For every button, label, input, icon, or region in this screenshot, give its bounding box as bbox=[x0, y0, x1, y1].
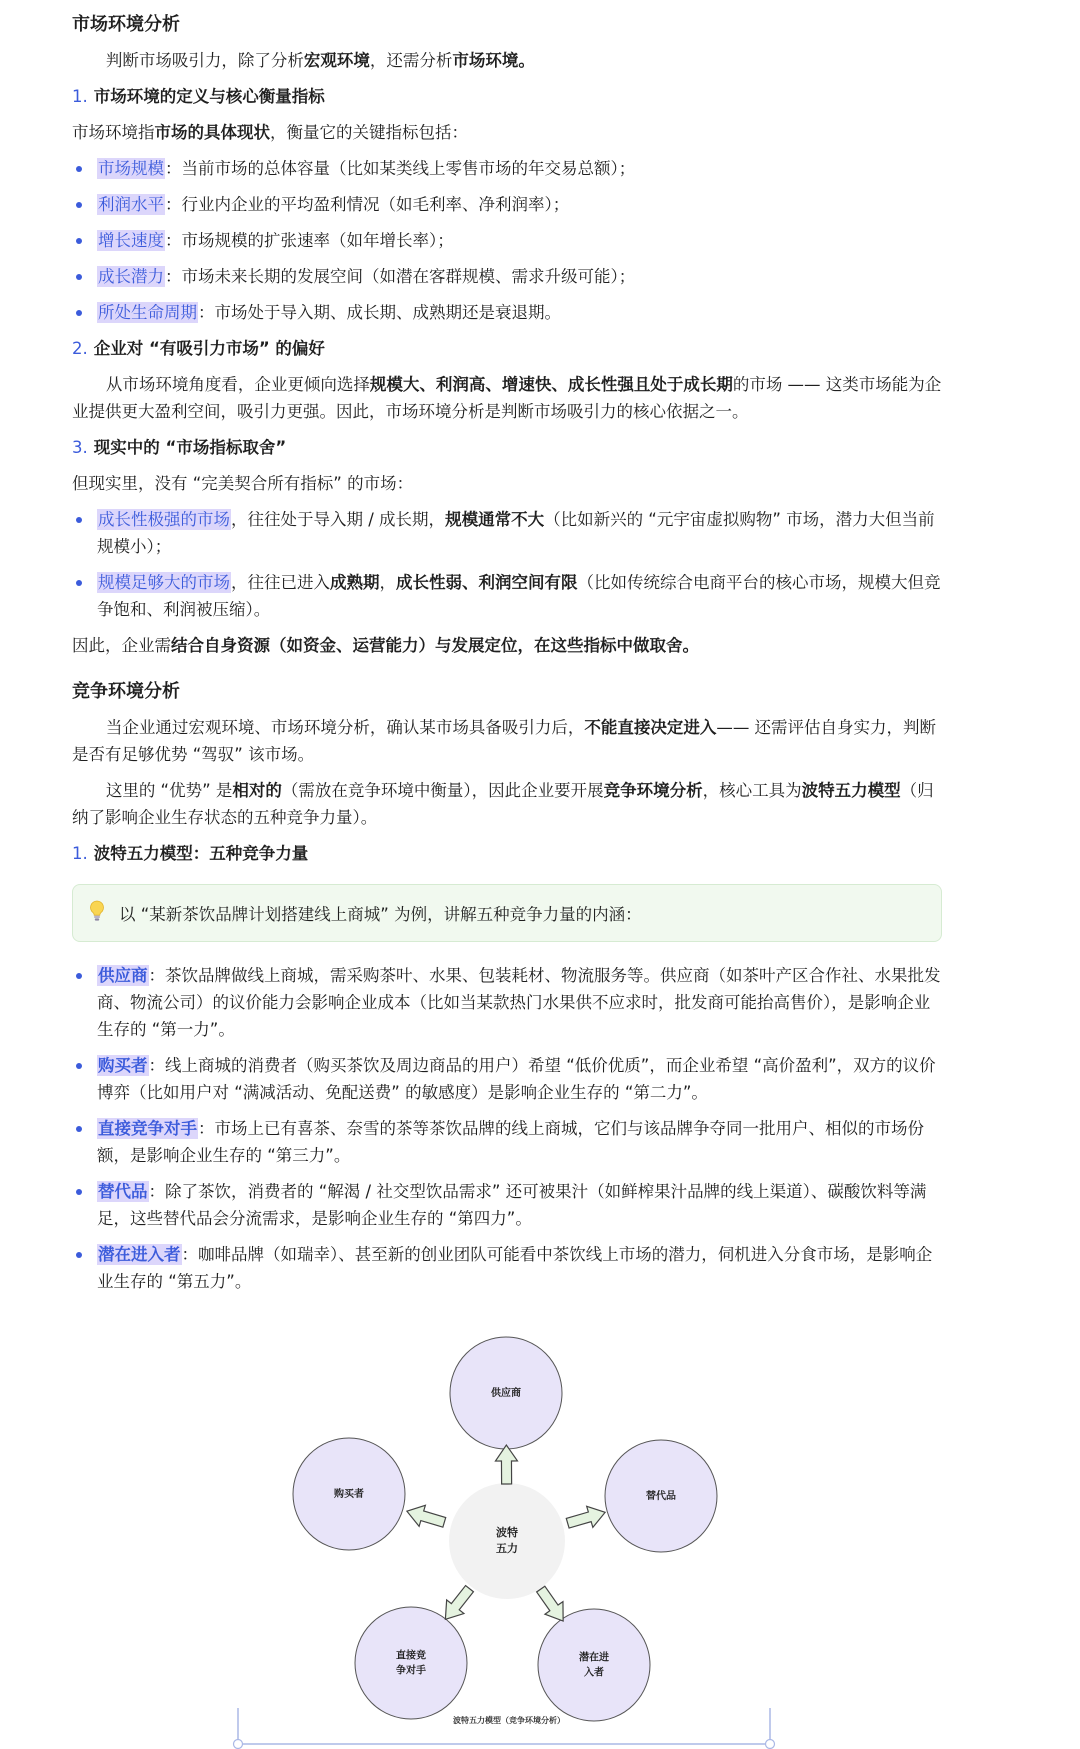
subheading-text: 波特五力模型：五种竞争力量 bbox=[93, 844, 309, 863]
bold-text: 相对的 bbox=[232, 781, 282, 800]
diagram-caption: 波特五力模型（竞争环境分析） bbox=[453, 1716, 565, 1725]
item-description: ：除了茶饮，消费者的 “解渴 / 社交型饮品需求” 还可被果汁（如鲜榨果汁品牌的线上渠道）、碳酸饮料等满足，这些替代品会分流需求，是影响企业生存的 “第四力”。 bbox=[97, 1182, 927, 1228]
text-run: 的市场 —— 这类市场能为企业提供更大盈利空间，吸引力更强。因此，市场环境分析是判断市场吸引力的核心依据之一。 bbox=[72, 375, 942, 421]
bold-text: 成长性弱、利润空间有限 bbox=[396, 573, 578, 592]
indicator-list bbox=[72, 155, 942, 326]
item-description: ：市场规模的扩张速率（如年增长率）； bbox=[165, 231, 454, 250]
text-run: ， bbox=[379, 573, 396, 592]
list-item bbox=[72, 1178, 942, 1232]
arrow-icon bbox=[565, 1502, 609, 1534]
subheading-number: 2. bbox=[72, 339, 88, 358]
section-title-competition: 竞争环境分析 bbox=[72, 681, 180, 702]
highlight-term: 成长性极强的市场 bbox=[98, 510, 230, 529]
force-label-entrant: 潜在进 bbox=[579, 1652, 609, 1664]
highlight-term: 所处生命周期 bbox=[98, 303, 197, 322]
subheading-five-forces bbox=[72, 840, 942, 867]
text-run: ，往往处于导入期 / 成长期， bbox=[231, 510, 446, 529]
text-run: 市场环境指 bbox=[72, 123, 155, 142]
competition-paragraph-2 bbox=[72, 777, 942, 831]
item-description: ：当前市场的总体容量（比如某类线上零售市场的年交易总额）； bbox=[165, 159, 636, 178]
text-run: 判断市场吸引力，除了分析 bbox=[105, 51, 304, 70]
item-description: ：茶饮品牌做线上商城，需采购茶叶、水果、包装耗材、物流服务等。供应商（如茶叶产区合作社、水果批发商、物流公司）的议价能力会影响企业成本（比如当某款热门水果供不应求时，批发商可能抬高售价），是影响企业生存的 “第一力”。 bbox=[97, 966, 941, 1039]
text-run: （比如新兴的 “元宇宙虚拟购物” 市场，潜力大但当前规模小）； bbox=[97, 510, 935, 556]
tradeoff-list bbox=[72, 506, 942, 623]
subheading-number: 1. bbox=[72, 844, 88, 863]
text-run: —— 还需评估自身实力，判断是否有足够优势 “驾驭” 该市场。 bbox=[72, 718, 937, 764]
list-item bbox=[72, 962, 942, 1043]
text-run: （需放在竞争环境中衡量），因此企业要开展 bbox=[281, 781, 604, 800]
text-run: ，往往已进入 bbox=[231, 573, 330, 592]
list-item bbox=[72, 191, 942, 218]
item-description: ：行业内企业的平均盈利情况（如毛利率、净利润率）； bbox=[165, 195, 570, 214]
text-run: ，衡量它的关键指标包括： bbox=[270, 123, 468, 142]
force-label-entrant: 入者 bbox=[584, 1667, 604, 1679]
center-label: 波特 bbox=[496, 1526, 518, 1539]
five-forces-diagram bbox=[0, 1300, 1080, 1749]
highlight-term: 供应商 bbox=[98, 966, 148, 985]
bracket-handle bbox=[766, 1740, 775, 1749]
bold-text: 规模大、利润高、增速快、成长性强且处于成长期 bbox=[369, 375, 733, 394]
arrow-icon bbox=[495, 1445, 517, 1484]
highlight-term: 潜在进入者 bbox=[98, 1245, 181, 1264]
force-label-buyer: 购买者 bbox=[334, 1489, 364, 1500]
bold-text: 市场的具体现状 bbox=[154, 123, 270, 142]
highlight-term: 成长潜力 bbox=[98, 267, 164, 286]
competition-paragraph-1 bbox=[72, 714, 942, 768]
highlight-term: 市场规模 bbox=[98, 159, 164, 178]
highlight-term: 增长速度 bbox=[98, 231, 164, 250]
bracket-handle bbox=[234, 1740, 243, 1749]
highlight-term: 替代品 bbox=[98, 1182, 148, 1201]
bold-text: 市场环境。 bbox=[452, 51, 535, 70]
list-item bbox=[72, 263, 942, 290]
list-item bbox=[72, 1052, 942, 1106]
center-label: 五力 bbox=[496, 1542, 518, 1555]
subheading-text: 企业对 “有吸引力市场” 的偏好 bbox=[93, 339, 325, 358]
force-node-competitor bbox=[355, 1607, 467, 1719]
bold-text: 成熟期 bbox=[330, 573, 380, 592]
text-run: 当企业通过宏观环境、市场环境分析，确认某市场具备吸引力后， bbox=[105, 718, 585, 737]
definition-paragraph bbox=[72, 119, 942, 146]
bold-text: 波特五力模型 bbox=[801, 781, 901, 800]
text-run: 从市场环境角度看，企业更倾向选择 bbox=[105, 375, 370, 394]
text-run: 但现实里，没有 “完美契合所有指标” 的市场： bbox=[72, 474, 414, 493]
subheading-text: 市场环境的定义与核心衡量指标 bbox=[93, 87, 325, 106]
bold-text: 宏观环境 bbox=[303, 51, 370, 70]
subheading-definition bbox=[72, 83, 942, 110]
text-run: （比如传统综合电商平台的核心市场，规模大但竞争饱和、利润被压缩）。 bbox=[97, 573, 941, 619]
list-item bbox=[72, 299, 942, 326]
list-item bbox=[72, 155, 942, 182]
subheading-number: 3. bbox=[72, 438, 88, 457]
conclusion-paragraph bbox=[72, 632, 942, 659]
article bbox=[72, 11, 942, 1304]
item-description: ：市场处于导入期、成长期、成熟期还是衰退期。 bbox=[198, 303, 561, 322]
list-item bbox=[72, 569, 942, 623]
force-label-competitor: 争对手 bbox=[396, 1665, 426, 1677]
preference-paragraph bbox=[72, 371, 942, 425]
section-title-market: 市场环境分析 bbox=[72, 14, 180, 35]
subheading-text: 现实中的 “市场指标取舍” bbox=[93, 438, 287, 457]
force-node-entrant bbox=[538, 1609, 650, 1721]
example-callout bbox=[72, 884, 942, 942]
bold-text: 不能直接决定进入 bbox=[584, 718, 717, 737]
forces-list bbox=[72, 962, 942, 1295]
highlight-term: 规模足够大的市场 bbox=[98, 573, 230, 592]
bold-text: 结合自身资源（如资金、运营能力）与发展定位，在这些指标中做取舍。 bbox=[171, 636, 699, 655]
callout-text: 以 “某新茶饮品牌计划搭建线上商城” 为例，讲解五种竞争力量的内涵： bbox=[119, 905, 642, 924]
item-description: ：市场未来长期的发展空间（如潜在客群规模、需求升级可能）； bbox=[165, 267, 636, 286]
subheading-number: 1. bbox=[72, 87, 88, 106]
center-circle bbox=[449, 1483, 565, 1599]
text-run: （归纳了影响企业生存状态的五种竞争力量）。 bbox=[72, 781, 934, 827]
item-description: ：咖啡品牌（如瑞幸）、甚至新的创业团队可能看中茶饮线上市场的潜力，伺机进入分食市场，是影响企业生存的 “第五力”。 bbox=[97, 1245, 933, 1291]
subheading-preference bbox=[72, 335, 942, 362]
highlight-term: 直接竞争对手 bbox=[98, 1119, 197, 1138]
text-run: ，还需分析 bbox=[369, 51, 453, 70]
highlight-term: 利润水平 bbox=[98, 195, 164, 214]
lightbulb-icon bbox=[89, 900, 113, 926]
text-run: 这里的 “优势” 是 bbox=[105, 781, 233, 800]
list-item bbox=[72, 506, 942, 560]
force-label-supplier: 供应商 bbox=[491, 1388, 521, 1399]
force-label-substitute: 替代品 bbox=[646, 1491, 676, 1502]
list-item bbox=[72, 1241, 942, 1295]
arrow-icon bbox=[404, 1501, 448, 1533]
reality-paragraph bbox=[72, 470, 942, 497]
subheading-tradeoff bbox=[72, 434, 942, 461]
item-description: ：线上商城的消费者（购买茶饮及周边商品的用户）希望 “低价优质”，而企业希望 “高价盈利”，双方的议价博弈（比如用户对 “满减活动、免配送费” 的敏感度）是影响企业生存的 “第二力”。 bbox=[97, 1056, 936, 1102]
force-label-competitor: 直接竞 bbox=[396, 1650, 426, 1662]
item-description: ：市场上已有喜茶、奈雪的茶等茶饮品牌的线上商城，它们与该品牌争夺同一批用户、相似的市场份额，是影响企业生存的 “第三力”。 bbox=[97, 1119, 924, 1165]
bold-text: 竞争环境分析 bbox=[603, 781, 703, 800]
text-run: 因此，企业需 bbox=[72, 636, 171, 655]
bold-text: 规模通常不大 bbox=[445, 510, 545, 529]
list-item bbox=[72, 227, 942, 254]
text-run: ，核心工具为 bbox=[702, 781, 802, 800]
list-item bbox=[72, 1115, 942, 1169]
highlight-term: 购买者 bbox=[98, 1056, 148, 1075]
intro-paragraph bbox=[72, 47, 942, 74]
